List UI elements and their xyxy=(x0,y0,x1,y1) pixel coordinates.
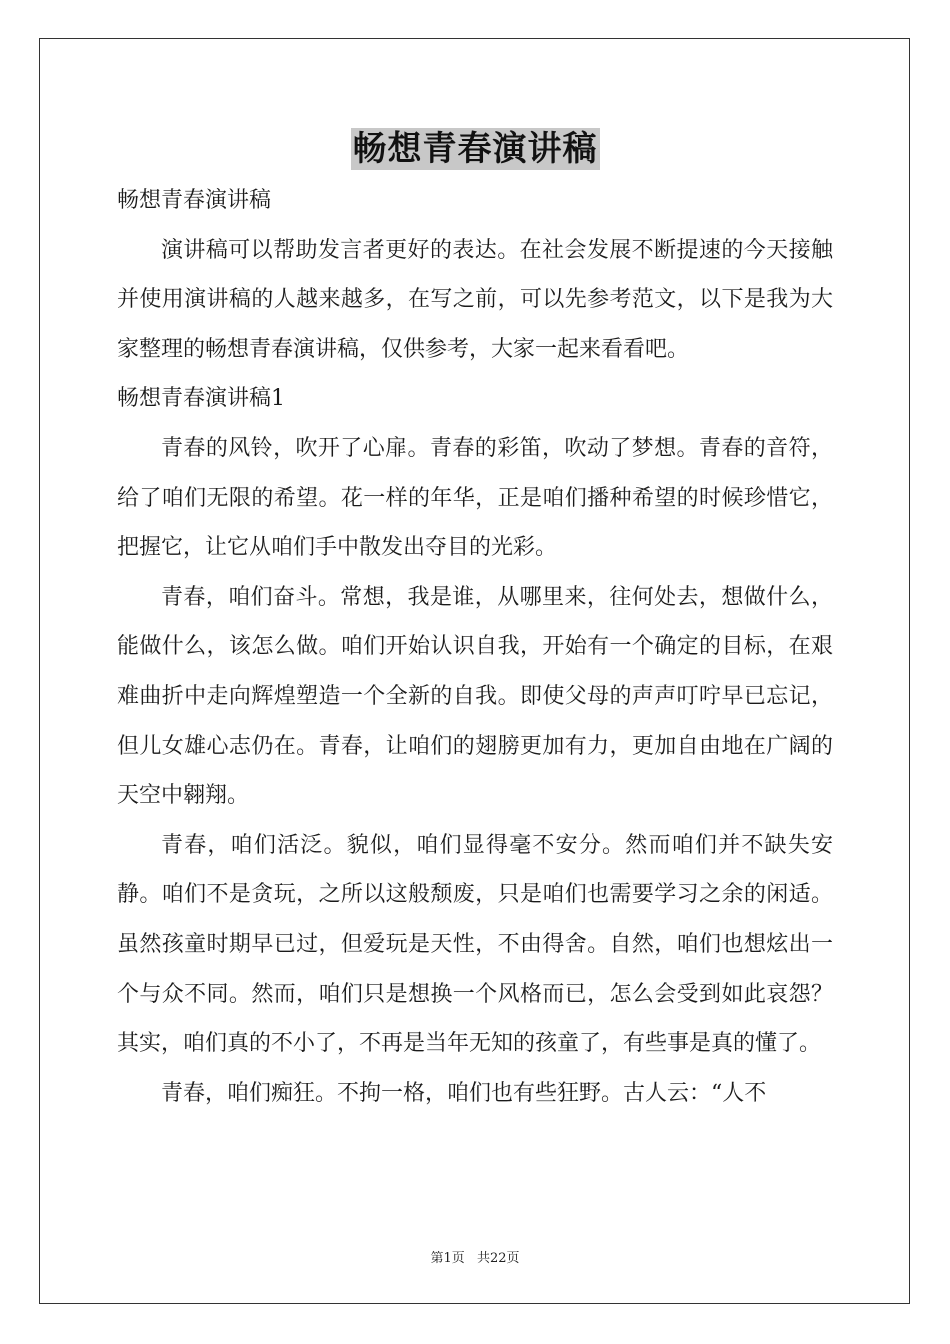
title-area xyxy=(0,128,950,170)
page-number: 第1页 xyxy=(430,1251,465,1266)
document-body xyxy=(117,176,833,1118)
page-footer xyxy=(0,1247,950,1266)
paragraph-body: 青春，咱们痴狂。不拘一格，咱们也有些狂野。古人云：“人不 xyxy=(161,1080,767,1106)
paragraph-body: 青春，咱们奋斗。常想，我是谁，从哪里来，往何处去，想做什么，能做什么，该怎么做。咱们开始认识自我，开始有一个确定的目标，在艰难曲折中走向辉煌塑造一个全新的自我。即使父母的声声叮咛早已忘记，但儿女雄心志仍在。青春，让咱们的翅膀更加有力，更加自由地在广阔的天空中翱翔。 xyxy=(117,584,833,809)
paragraph-body: 青春，咱们活泛。貌似，咱们显得毫不安分。然而咱们并不缺失安静。咱们不是贪玩，之所以这般颓废，只是咱们也需要学习之余的闲适。虽然孩童时期早已过，但爱玩是天性，不由得舍。自然，咱们也想炫出一个与众不同。然而，咱们只是想换一个风格而已，怎么会受到如此哀怨？其实，咱们真的不小了，不再是当年无知的孩童了，有些事是真的懂了。 xyxy=(117,832,833,1057)
page-total: 共22页 xyxy=(476,1251,520,1266)
paragraph-subtitle: 畅想青春演讲稿 xyxy=(117,188,272,213)
document-title: 畅想青春演讲稿 xyxy=(352,129,598,169)
paragraph-section-heading: 畅想青春演讲稿1 xyxy=(117,386,285,412)
paragraph-body: 青春的风铃，吹开了心扉。青春的彩笛，吹动了梦想。青春的音符，给了咱们无限的希望。花一样的年华，正是咱们播种希望的时候珍惜它，把握它，让它从咱们手中散发出夺目的光彩。 xyxy=(117,435,833,561)
paragraph-intro: 演讲稿可以帮助发言者更好的表达。在社会发展不断提速的今天接触并使用演讲稿的人越来越多，在写之前，可以先参考范文，以下是我为大家整理的畅想青春演讲稿，仅供参考，大家一起来看看吧。 xyxy=(117,237,833,362)
